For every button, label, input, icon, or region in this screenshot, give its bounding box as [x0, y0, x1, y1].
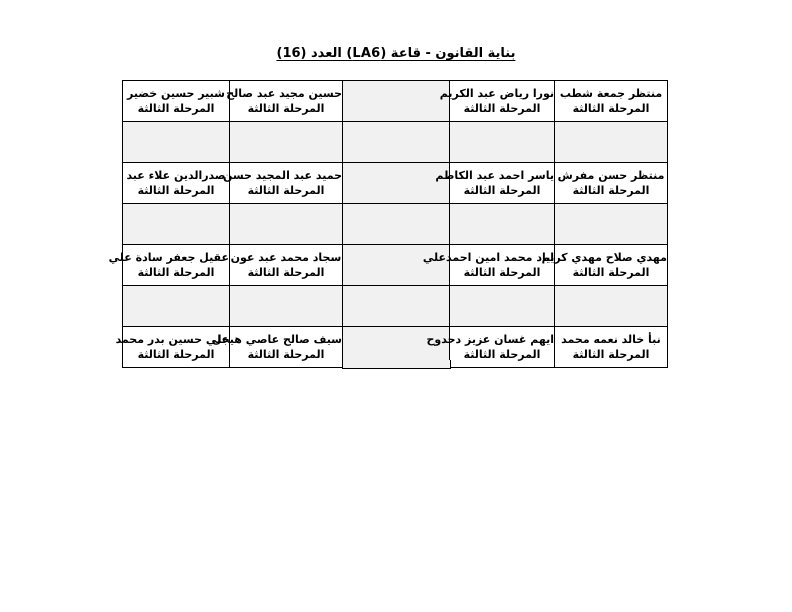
- student-name: مهدي صلاح مهدي كريم: [541, 251, 667, 264]
- page-title: بناية القانون - قاعة (LA6) العدد (16): [276, 46, 516, 61]
- empty-cell: [343, 81, 450, 122]
- seat-cell: [123, 81, 230, 122]
- seat-cell: [230, 245, 343, 286]
- seat-cell: [212, 327, 343, 368]
- empty-cell: [343, 122, 450, 163]
- empty-cell: [343, 163, 450, 204]
- seat-cell: [108, 245, 230, 286]
- table-row: [123, 245, 668, 286]
- student-stage: المرحلة الثالثة: [247, 348, 325, 361]
- empty-cell: [555, 122, 668, 163]
- student-name: سيف صالح عاصي هيجل: [212, 333, 342, 346]
- empty-cell: [450, 122, 555, 163]
- seat-cell: [222, 163, 343, 204]
- empty-cell: [555, 204, 668, 245]
- empty-cell: [450, 204, 555, 245]
- student-stage: المرحلة الثالثة: [137, 348, 215, 361]
- seat-cell: [435, 163, 555, 204]
- student-name: منتظر جمعة شطب: [559, 87, 663, 100]
- student-name: نبأ خالد نعمه محمد: [561, 333, 661, 346]
- bottom-center-cell-extension: [342, 360, 451, 369]
- empty-cell: [123, 122, 230, 163]
- student-stage: المرحلة الثالثة: [463, 348, 541, 361]
- empty-cell: [230, 122, 343, 163]
- seat-cell: [555, 327, 668, 368]
- student-stage: المرحلة الثالثة: [137, 102, 215, 115]
- student-stage: المرحلة الثالثة: [137, 266, 215, 279]
- student-name: ياسر احمد عبد الكاظم: [435, 169, 554, 182]
- seat-cell: [226, 81, 343, 122]
- student-name: حسين مجيد عبد صالح: [226, 87, 342, 100]
- seat-cell: [555, 81, 668, 122]
- student-name: علي حسين بدر محمد: [115, 333, 229, 346]
- empty-cell: [450, 286, 555, 327]
- seat-cell: [426, 327, 555, 368]
- seating-table: [108, 80, 668, 368]
- empty-cell: [230, 286, 343, 327]
- student-stage: المرحلة الثالثة: [463, 184, 541, 197]
- student-name: صدرالدين علاء عبد: [126, 169, 226, 182]
- student-name: شبير حسين خضير: [127, 87, 225, 100]
- table-row-spacer: [123, 204, 668, 245]
- empty-cell: [123, 286, 230, 327]
- student-name: سجاد محمد عبد عون: [230, 251, 342, 264]
- empty-cell: [343, 204, 450, 245]
- student-stage: المرحلة الثالثة: [463, 102, 541, 115]
- student-stage: المرحلة الثالثة: [137, 184, 215, 197]
- student-stage: المرحلة الثالثة: [572, 102, 650, 115]
- student-stage: المرحلة الثالثة: [247, 266, 325, 279]
- student-name: نورا رياض عبد الكريم: [439, 87, 554, 100]
- table-row-spacer: [123, 122, 668, 163]
- empty-cell: [555, 286, 668, 327]
- seat-cell: [555, 163, 668, 204]
- seat-cell: [422, 245, 555, 286]
- empty-cell: [343, 286, 450, 327]
- seat-cell: [115, 327, 230, 368]
- seat-cell: [541, 245, 668, 286]
- student-stage: المرحلة الثالثة: [572, 348, 650, 361]
- table-row: [123, 163, 668, 204]
- student-name: ايهم غسان عزيز دحدوح: [426, 333, 554, 346]
- student-name: عقيل جعفر سادة علي: [108, 251, 229, 264]
- student-stage: المرحلة الثالثة: [247, 184, 325, 197]
- seat-cell: [123, 163, 230, 204]
- student-name: منتظر حسن مفرش: [557, 169, 665, 182]
- empty-cell: [123, 204, 230, 245]
- empty-cell: [230, 204, 343, 245]
- student-name: اياد محمد امين احمدعلي: [422, 251, 554, 264]
- table-row-spacer: [123, 286, 668, 327]
- student-stage: المرحلة الثالثة: [463, 266, 541, 279]
- student-stage: المرحلة الثالثة: [572, 266, 650, 279]
- table-row: [123, 81, 668, 122]
- student-stage: المرحلة الثالثة: [247, 102, 325, 115]
- student-stage: المرحلة الثالثة: [572, 184, 650, 197]
- student-name: حميد عبد المجيد حسن: [222, 169, 342, 182]
- seat-cell: [439, 81, 555, 122]
